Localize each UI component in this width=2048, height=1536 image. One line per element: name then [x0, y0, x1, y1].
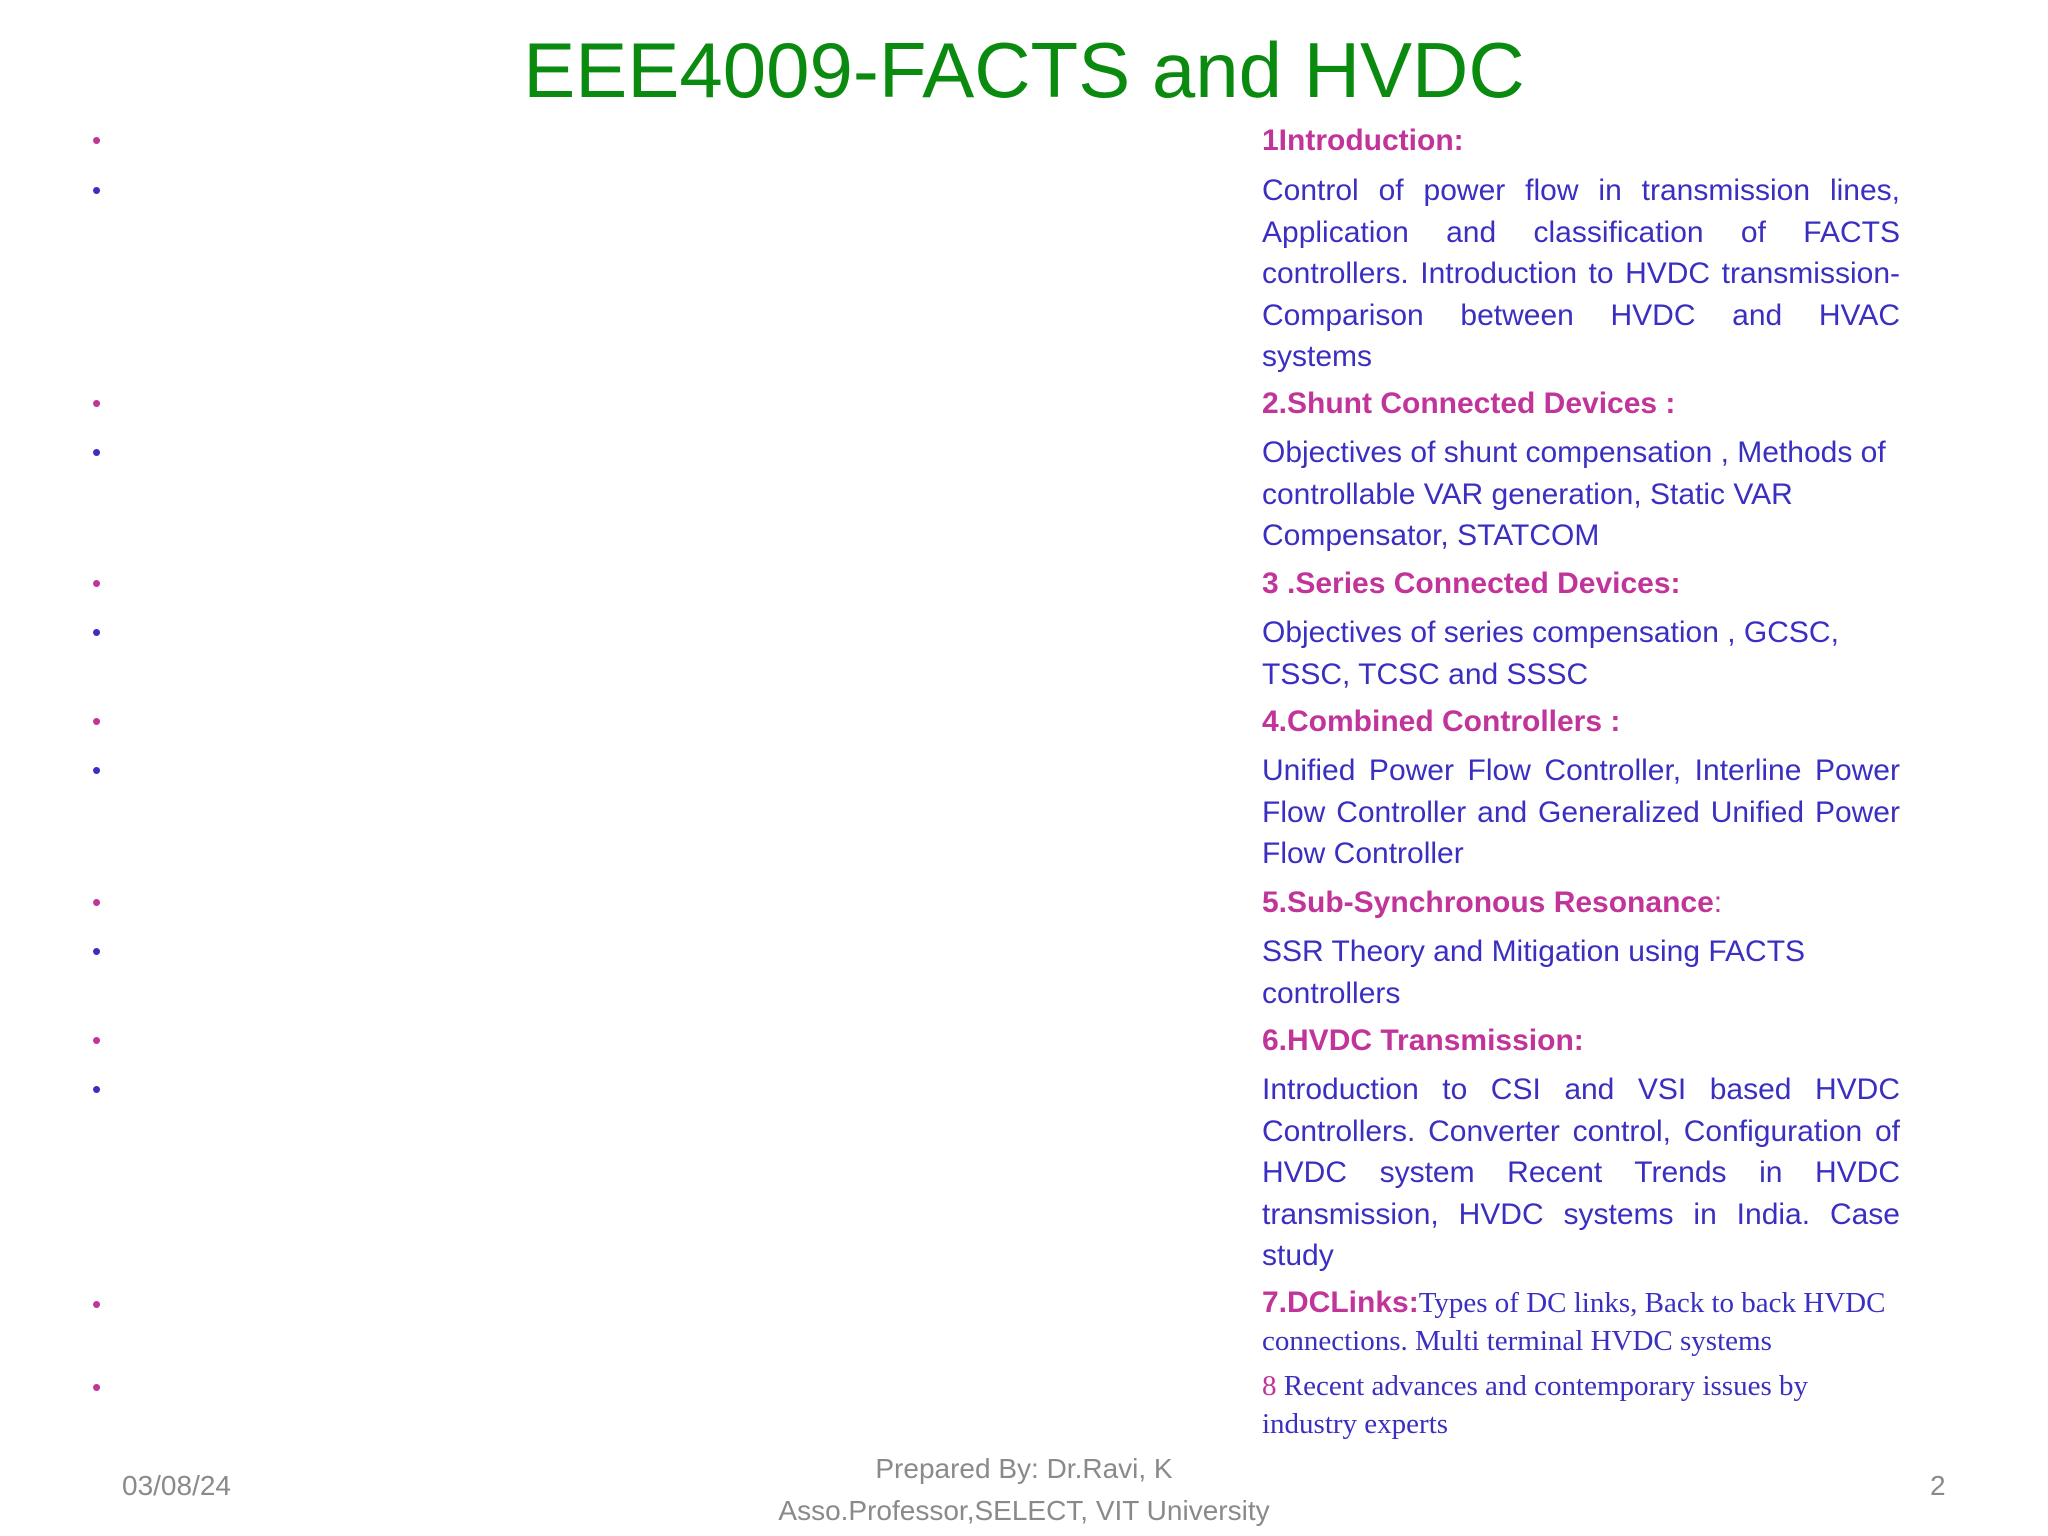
unit-5-heading-colon: :	[1713, 886, 1723, 919]
bullet-icon: •	[92, 706, 102, 736]
unit-4-heading: 4.Combined Controllers :	[1262, 705, 1621, 738]
footer-prepared-line1: Prepared By: Dr.Ravi, K	[875, 1453, 1173, 1484]
unit-3-body: Objectives of series compensation , GCSC, TSSC, TCSC and SSSC	[1262, 616, 1839, 691]
unit-7-body: Types of DC links, Back to back HVDC connections. Multi terminal HVDC systems	[1262, 1287, 1886, 1357]
bullet-icon: •	[92, 388, 102, 418]
unit-5-body: SSR Theory and Mitigation using FACTS controllers	[1262, 935, 1806, 1010]
bullet-icon: •	[92, 1074, 102, 1104]
unit-5-heading-text: 5.Sub-Synchronous Resonance	[1262, 886, 1714, 919]
bullet-icon: •	[92, 437, 102, 467]
slide-number: 2	[1930, 1470, 1946, 1501]
bullet-icon: •	[92, 1289, 102, 1319]
bullet-icon: •	[92, 936, 102, 966]
unit-6-heading: 6.HVDC Transmission:	[1262, 1024, 1584, 1057]
footer-date: 03/08/24	[122, 1470, 231, 1501]
bullet-icon: •	[92, 755, 102, 785]
slide-title: EEE4009-FACTS and HVDC	[523, 26, 1525, 114]
bullet-icon: •	[92, 1025, 102, 1055]
bullet-icon: •	[92, 617, 102, 647]
unit-2-body: Objectives of shunt compensation , Methods of controllable VAR generation, Static VAR Compensator, STATCOM	[1262, 436, 1886, 552]
unit-5-heading	[1262, 882, 1900, 924]
bullet-icon: •	[92, 568, 102, 598]
unit-8-text	[1262, 1367, 1900, 1443]
unit-6-body: Introduction to CSI and VSI based HVDC Controllers. Converter control, Configuration of HVDC system Recent Trends in HVDC transmission, HVDC systems in India. Case study	[1262, 1073, 1900, 1272]
unit-8-heading: 8	[1262, 1370, 1277, 1402]
unit-7-text	[1262, 1284, 1900, 1360]
footer-prepared-line2: Asso.Professor,SELECT, VIT University	[778, 1495, 1270, 1526]
unit-7-heading: 7.DCLinks:	[1262, 1286, 1419, 1319]
bullet-icon: •	[92, 125, 102, 155]
unit-1-body: Control of power flow in transmission lines, Application and classification of FACTS controllers. Introduction to HVDC transmission- Comparison between HVDC and HVAC systems	[1262, 174, 1900, 373]
bullet-icon: •	[92, 175, 102, 205]
bullet-icon: •	[92, 887, 102, 917]
unit-4-body: Unified Power Flow Controller, Interline Power Flow Controller and Generalized Unified Power Flow Controller	[1262, 754, 1900, 870]
unit-3-heading: 3 .Series Connected Devices:	[1262, 567, 1681, 600]
bullet-icon: •	[92, 1372, 102, 1402]
unit-1-heading: 1Introduction:	[1262, 124, 1464, 157]
unit-2-heading: 2.Shunt Connected Devices :	[1262, 387, 1676, 420]
unit-8-body: Recent advances and contemporary issues by industry experts	[1262, 1370, 1808, 1440]
footer-prepared-by	[724, 1448, 1324, 1532]
